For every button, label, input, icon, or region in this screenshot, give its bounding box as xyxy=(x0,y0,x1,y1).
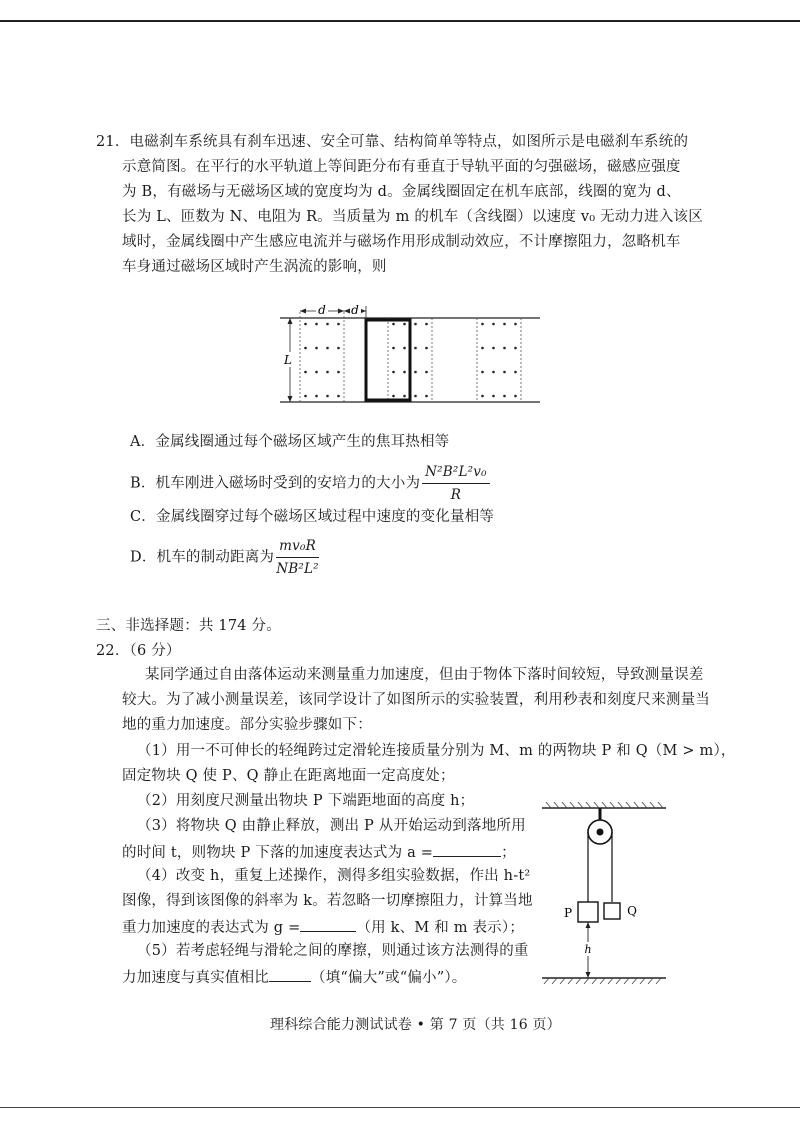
field-dot xyxy=(403,395,406,398)
field-dot xyxy=(403,347,406,350)
field-dot xyxy=(425,323,428,326)
pulley-apparatus-diagram xyxy=(540,798,680,990)
q21-option-d-fraction xyxy=(276,536,319,579)
field-dot xyxy=(503,347,506,350)
field-dot xyxy=(337,371,340,374)
q21-line-5: 域时，金属线圈中产生感应电流并与磁场作用形成制动效应，不计摩擦阻力，忽略机车 xyxy=(122,234,681,250)
q22-step3-end: ； xyxy=(501,845,516,861)
q21-option-d-text: D．机车的制动距离为 xyxy=(130,549,275,566)
q22-step4-line2: 图像，得到该图像的斜率为 k。若忽略一切摩擦阻力，计算当地 xyxy=(122,893,533,909)
field-dot xyxy=(492,347,495,350)
field-dot xyxy=(326,371,329,374)
field-dot xyxy=(304,395,307,398)
q21-line-1: 21．电磁刹车系统具有刹车迅速、安全可靠、结构简单等特点，如图所示是电磁刹车系统的 xyxy=(96,134,689,150)
q22-step1-line2: 固定物块 Q 使 P、Q 静止在距离地面一定高度处； xyxy=(122,768,455,784)
field-dot xyxy=(492,323,495,326)
field-dot xyxy=(337,395,340,398)
q22-step3-text: 的时间 t，则物块 P 下落的加速度表达式为 a = xyxy=(122,845,434,861)
q21-line-4: 长为 L、匝数为 N、电阻为 R。当质量为 m 的机车（含线圈）以速度 v₀ 无动力进入该区 xyxy=(122,209,703,225)
page-footer: 理科综合能力测试试卷 • 第 7 页（共 16 页） xyxy=(270,1017,561,1033)
q22-step5-line1: （5）若考虑轻绳与滑轮之间的摩擦，则通过该方法测得的重 xyxy=(137,943,529,959)
q22-answer-g-blank[interactable] xyxy=(300,917,356,932)
q21-option-b-denominator: R xyxy=(450,487,462,503)
field-dot xyxy=(414,371,417,374)
q21-line-2: 示意简图。在平行的水平轨道上等间距分布有垂直于导轨平面的匀强磁场，磁感应强度 xyxy=(122,159,681,175)
field-dot xyxy=(425,371,428,374)
top-rule xyxy=(0,20,800,22)
block-Q xyxy=(604,903,620,919)
field-dot xyxy=(326,323,329,326)
q21-line-3: 为 B，有磁场与无磁场区域的宽度均为 d。金属线圈固定在机车底部，线圈的宽为 d、 xyxy=(122,184,681,200)
field-dot xyxy=(326,395,329,398)
field-region-1 xyxy=(300,312,344,402)
field-dot xyxy=(425,395,428,398)
ground-hatch xyxy=(544,978,661,984)
q22-step5-line2 xyxy=(122,967,467,987)
field-dot xyxy=(304,371,307,374)
q22-step4-line3 xyxy=(122,917,524,937)
field-dot xyxy=(503,323,506,326)
q21-option-c: C．金属线圈穿过每个磁场区域过程中速度的变化量相等 xyxy=(130,509,495,525)
label-d2: d xyxy=(351,303,359,317)
field-dot xyxy=(481,323,484,326)
section-3-heading: 三、非选择题：共 174 分。 xyxy=(96,618,281,634)
q22-step4-text: 重力加速度的表达式为 g = xyxy=(122,920,301,936)
field-dot xyxy=(514,371,517,374)
q22-step4-line1: （4）改变 h，重复上述操作，测得多组实验数据，作出 h-t² xyxy=(137,868,531,884)
magnetic-brake-diagram xyxy=(270,298,550,410)
q22-intro-3: 地的重力加速度。部分实验步骤如下： xyxy=(122,717,372,733)
q21-option-b-text: B．机车刚进入磁场时受到的安培力的大小为 xyxy=(130,475,421,492)
label-d1: d xyxy=(318,303,326,317)
q21-option-b-numerator: N²B²L²v₀ xyxy=(422,462,490,484)
field-dot xyxy=(481,395,484,398)
q21-option-d-numerator: mv₀R xyxy=(276,536,319,558)
field-dot xyxy=(392,323,395,326)
field-dot xyxy=(481,371,484,374)
label-P: P xyxy=(563,906,573,920)
q22-step3-line1: （3）将物块 Q 由静止释放，测出 P 从开始运动到落地所用 xyxy=(137,818,526,834)
q22-step4-end: （用 k、M 和 m 表示）； xyxy=(356,920,525,936)
q21-option-d-denominator: NB²L² xyxy=(276,561,319,577)
field-dot xyxy=(481,347,484,350)
label-L: L xyxy=(284,353,292,367)
q21-option-d xyxy=(130,536,319,579)
field-dot xyxy=(514,347,517,350)
field-dot xyxy=(392,395,395,398)
q21-line-6: 车身通过磁场区域时产生涡流的影响，则 xyxy=(122,259,387,275)
field-dot xyxy=(403,323,406,326)
q22-intro-2: 较大。为了减小测量误差，该同学设计了如图所示的实验装置，利用秒表和刻度尺来测量当 xyxy=(122,692,710,708)
field-dot xyxy=(392,371,395,374)
ceiling-hatch xyxy=(546,802,663,808)
q22-intro-1: 某同学通过自由落体运动来测量重力加速度，但由于物体下落时间较短，导致测量误差 xyxy=(145,667,704,683)
field-dot xyxy=(315,371,318,374)
field-dot xyxy=(503,395,506,398)
label-h: h xyxy=(584,943,592,956)
field-dot xyxy=(514,395,517,398)
field-dot xyxy=(503,371,506,374)
q22-step3-line2 xyxy=(122,842,516,862)
field-dot xyxy=(326,347,329,350)
q22-header: 22．（6 分） xyxy=(96,643,181,659)
field-dot xyxy=(337,323,340,326)
field-dot xyxy=(492,395,495,398)
field-dot xyxy=(492,371,495,374)
q22-step5-end: （填“偏大”或“偏小”）。 xyxy=(311,970,467,986)
field-dot xyxy=(414,395,417,398)
bottom-rule xyxy=(0,1107,800,1108)
q21-option-b xyxy=(130,462,490,505)
pulley-axle xyxy=(597,829,604,836)
block-P xyxy=(578,902,598,922)
field-dot xyxy=(403,371,406,374)
q22-step2: （2）用刻度尺测量出物块 P 下端距地面的高度 h； xyxy=(137,793,475,809)
q21-option-a: A．金属线圈通过每个磁场区域产生的焦耳热相等 xyxy=(130,434,450,450)
q22-answer-compare-blank[interactable] xyxy=(269,967,311,982)
field-dot xyxy=(425,347,428,350)
q21-option-b-fraction xyxy=(422,462,490,505)
field-dot xyxy=(337,347,340,350)
field-dot xyxy=(414,323,417,326)
field-dot xyxy=(315,323,318,326)
field-dot xyxy=(315,395,318,398)
field-dot xyxy=(414,347,417,350)
field-dot xyxy=(304,347,307,350)
field-dot xyxy=(304,323,307,326)
q22-step5-text: 力加速度与真实值相比 xyxy=(122,970,269,986)
field-dot xyxy=(514,323,517,326)
q22-step1-line1: （1）用一不可伸长的轻绳跨过定滑轮连接质量分别为 M、m 的两物块 P 和 Q（M > m）， xyxy=(137,743,736,759)
q22-answer-a-blank[interactable] xyxy=(433,842,501,857)
label-Q: Q xyxy=(627,904,637,918)
field-dot xyxy=(315,347,318,350)
field-dot xyxy=(392,347,395,350)
field-region-3 xyxy=(477,318,521,402)
